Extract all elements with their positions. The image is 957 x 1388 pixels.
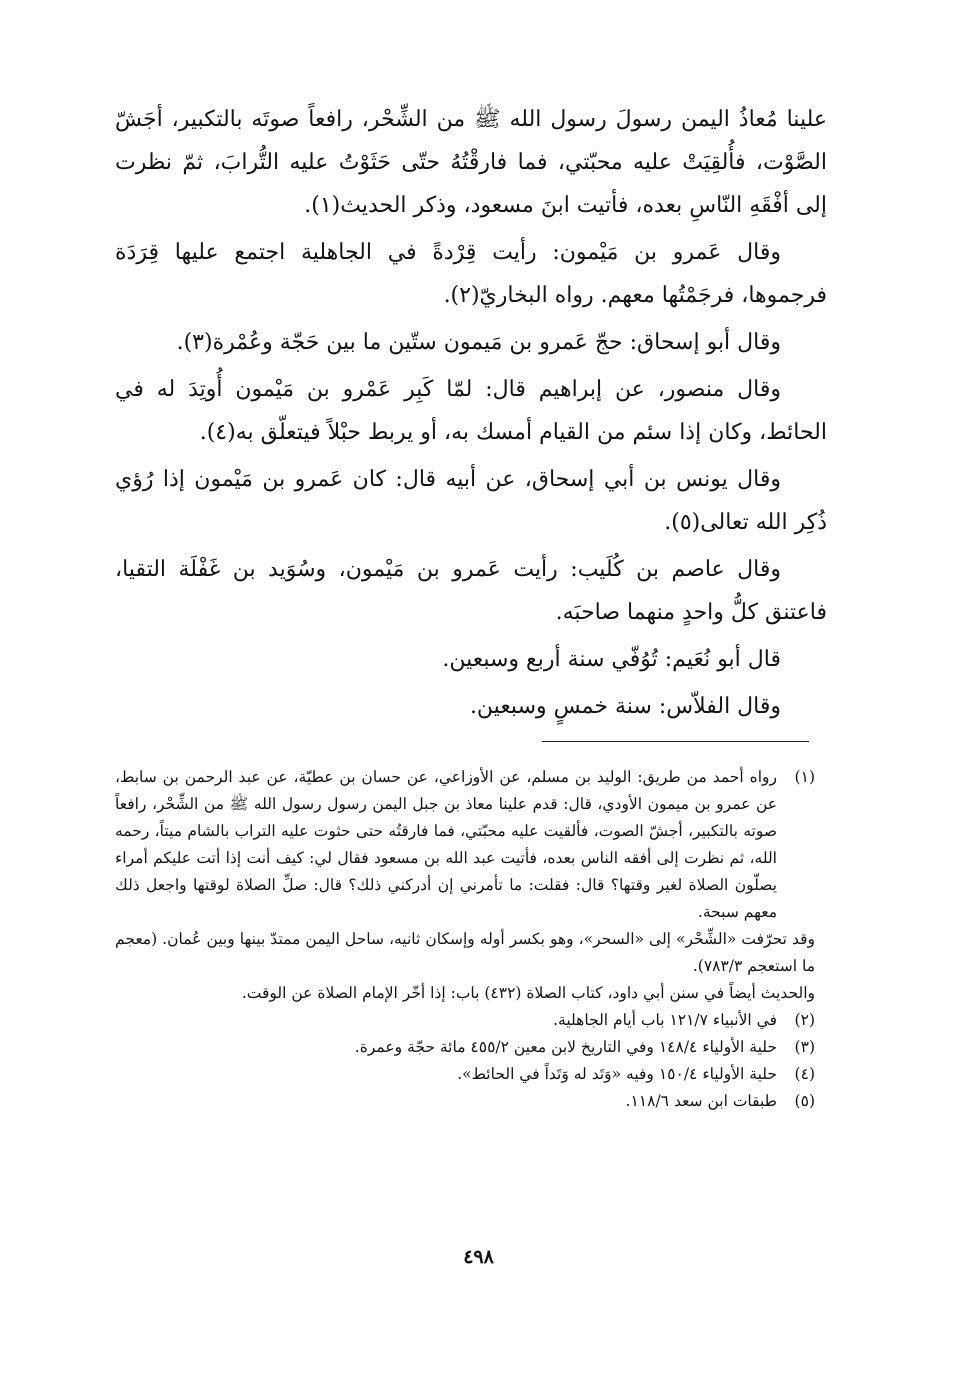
footnote-number: (٢)	[794, 1011, 815, 1029]
footnote-paragraph: وقد تحرّفت «الشِّحْر» إلى «السحر»، وهو بكسر أوله وإسكان ثانيه، ساحل اليمن ممتدّ بينها وبين عُمان. (معجم ما استعجم ٧٨٣/٣).	[115, 930, 815, 975]
footnote-5	[115, 1088, 815, 1115]
footnote-text: طبقات ابن سعد ١١٨/٦.	[625, 1092, 777, 1110]
paragraph-abu-nuaym: قال أبو نُعَيم: تُوُفّي سنة أربع وسبعين.	[442, 647, 781, 672]
footnote-number: (٣)	[794, 1038, 815, 1056]
paragraph-mansur: وقال منصور، عن إبراهيم قال: لمّا كَبِر عَمْرو بن مَيْمون أُوتِدَ له في الحائط، وكان إذا سئم من القيام أمسك به، أو يربط حبْلاً فيتعلّق به(٤).	[115, 377, 827, 445]
footnote-paragraph: رواه أحمد من طريق: الوليد بن مسلم، عن الأوزاعي، عن حسان بن عطيّة، عن عبد الرحمن بن سابط، عن عمرو بن ميمون الأودي، قال: قدم علينا معاذ بن جبل اليمن رسول رسول الله ﷺ من الشِّحْر، رافعاً صوته بالتكبير، أجشّ الصوت، فألقيت عليه محبّتي، فما فارقتُه حتى حثوت عليه التراب بالشام ميتاً، رحمه الله، ثم نظرت إلى أفقه الناس بعده، فأتيت عبد الله بن مسعود فقال لي: كيف أنت إذا أتت عليكم أمراء يصلّون الصلاة لغير وقتها؟ قال: فقلت: ما تأمرني إن أدركني ذلك؟ قال: صلِّ الصلاة لوقتها واجعل ذلك معهم سبحة.	[115, 768, 777, 921]
footnote-1	[115, 764, 815, 1007]
paragraph-yunus: وقال يونس بن أبي إسحاق، عن أبيه قال: كان عَمرو بن مَيْمون إذا رُؤي ذُكِر الله تعالى(٥).	[115, 467, 827, 535]
paragraph-asim: وقال عاصم بن كُلَيب: رأيت عَمرو بن مَيْمون، وسُوَيد بن غَفْلَة التقيا، فاعتنق كلُّ واحدٍ منهما صاحبَه.	[115, 557, 827, 625]
paragraph-continuation: علينا مُعاذُ اليمن رسولَ رسول الله ﷺ من الشِّحْر، رافعاً صوتَه بالتكبير، أجَشّ الصَّوْت، فأُلقِيَتْ عليه محبّتي، فما فارقْتُهُ حتّى حَثَوْتُ عليه التُّرابَ، ثمّ نظرت إلى أفْقَهِ النّاسِ بعده، فأتيت ابنَ مسعود، وذكر الحديث(١).	[115, 107, 827, 218]
page-number: ٤٩٨	[463, 1246, 494, 1268]
footnote-2	[115, 1007, 815, 1034]
footnote-text	[115, 764, 815, 1007]
footnote-text: حلية الأولياء ١٤٨/٤ وفي التاريخ لابن معين ٤٥٥/٢ مائة حجّة وعمرة.	[354, 1038, 777, 1056]
paragraph-abu-ishaq: وقال أبو إسحاق: حجّ عَمرو بن مَيمون ستّين ما بين حَجّة وعُمْرة(٣).	[176, 330, 781, 355]
footnote-number: (٥)	[794, 1092, 815, 1110]
main-text	[115, 98, 827, 732]
footnote-separator	[542, 741, 809, 742]
paragraph-amr-monkey: وقال عَمرو بن مَيْمون: رأيت قِرْدةً في الجاهلية اجتمع عليها قِرَدَة فرجموها، فرجَمْتُها معهم. رواه البخاريّ(٢).	[115, 240, 827, 308]
footnote-paragraph: والحديث أيضاً في سنن أبي داود، كتاب الصلاة (٤٣٢) باب: إذا أخّر الإمام الصلاة عن الوقت.	[241, 984, 815, 1002]
paragraph-fallas: وقال الفلاّس: سنة خمسٍ وسبعين.	[469, 694, 781, 719]
footnote-number: (٤)	[794, 1065, 815, 1083]
footnote-text: في الأنبياء ١٢١/٧ باب أيام الجاهلية.	[553, 1011, 777, 1029]
footnotes	[115, 764, 815, 1115]
footnote-text: حلية الأولياء ١٥٠/٤ وفيه «وَتَد له وَتَداً في الحائط».	[457, 1065, 777, 1083]
footnote-number: (١)	[794, 768, 815, 786]
footnote-4	[115, 1061, 815, 1088]
footnote-3	[115, 1034, 815, 1061]
